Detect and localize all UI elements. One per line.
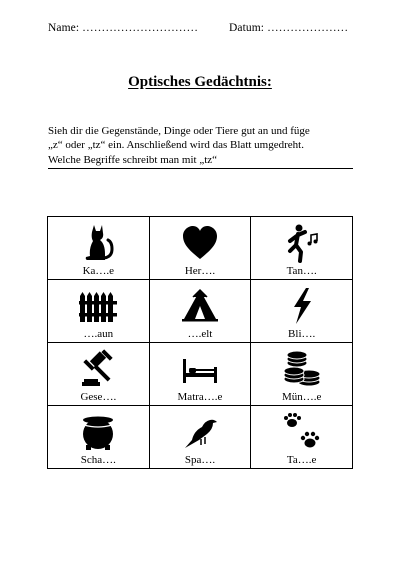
word-fragment: Spa…. bbox=[184, 454, 216, 466]
instructions bbox=[48, 124, 354, 167]
word-fragment: Ka….e bbox=[82, 265, 115, 277]
name-field-label: Name: ………………………… bbox=[48, 22, 199, 34]
instruction-line: Welche Begriffe schreibt man mit „tz“ bbox=[48, 153, 218, 166]
answer-line bbox=[48, 168, 353, 169]
grid-row bbox=[48, 406, 353, 469]
grid-cell bbox=[251, 343, 353, 406]
grid-cell bbox=[149, 280, 251, 343]
sparrow-icon bbox=[150, 412, 251, 457]
bed-icon bbox=[150, 349, 251, 394]
grid-cell bbox=[48, 280, 150, 343]
grid-cell bbox=[149, 217, 251, 280]
word-fragment: ….elt bbox=[187, 328, 213, 340]
instruction-line: „z“ oder „tz“ ein. Anschließend wird das Blatt umgedreht. bbox=[48, 139, 304, 152]
coins-icon bbox=[251, 349, 352, 394]
grid-row bbox=[48, 343, 353, 406]
word-fragment: ….aun bbox=[83, 328, 114, 340]
worksheet-title: Optisches Gedächtnis: bbox=[128, 74, 272, 90]
word-fragment: Matra….e bbox=[177, 391, 223, 403]
dancer-icon bbox=[251, 223, 352, 268]
word-fragment: Mün….e bbox=[281, 391, 322, 403]
picture-grid bbox=[47, 216, 353, 469]
grid-row bbox=[48, 280, 353, 343]
lightning-icon bbox=[251, 286, 352, 331]
grid-cell bbox=[48, 406, 150, 469]
grid-cell bbox=[251, 280, 353, 343]
cat-icon bbox=[48, 223, 149, 268]
word-fragment: Gese…. bbox=[80, 391, 117, 403]
heart-icon bbox=[150, 223, 251, 268]
grid-cell bbox=[48, 343, 150, 406]
grid-cell bbox=[251, 217, 353, 280]
cauldron-icon bbox=[48, 412, 149, 457]
word-fragment: Scha…. bbox=[80, 454, 116, 466]
gavel-icon bbox=[48, 349, 149, 394]
grid-cell bbox=[251, 406, 353, 469]
word-fragment: Tan…. bbox=[286, 265, 317, 277]
paw-prints-icon bbox=[251, 412, 352, 457]
instruction-line: Sieh dir die Gegenstände, Dinge oder Tiere gut an und füge bbox=[48, 125, 310, 137]
word-fragment: Bli…. bbox=[288, 328, 316, 340]
grid-cell bbox=[149, 406, 251, 469]
date-field-label: Datum: ………………… bbox=[229, 22, 349, 34]
grid-cell bbox=[48, 217, 150, 280]
grid-cell bbox=[149, 343, 251, 406]
grid-row bbox=[48, 217, 353, 280]
tent-icon bbox=[150, 286, 251, 331]
word-fragment: Ta….e bbox=[286, 454, 317, 466]
fence-icon bbox=[48, 286, 149, 331]
word-fragment: Her…. bbox=[184, 265, 216, 277]
